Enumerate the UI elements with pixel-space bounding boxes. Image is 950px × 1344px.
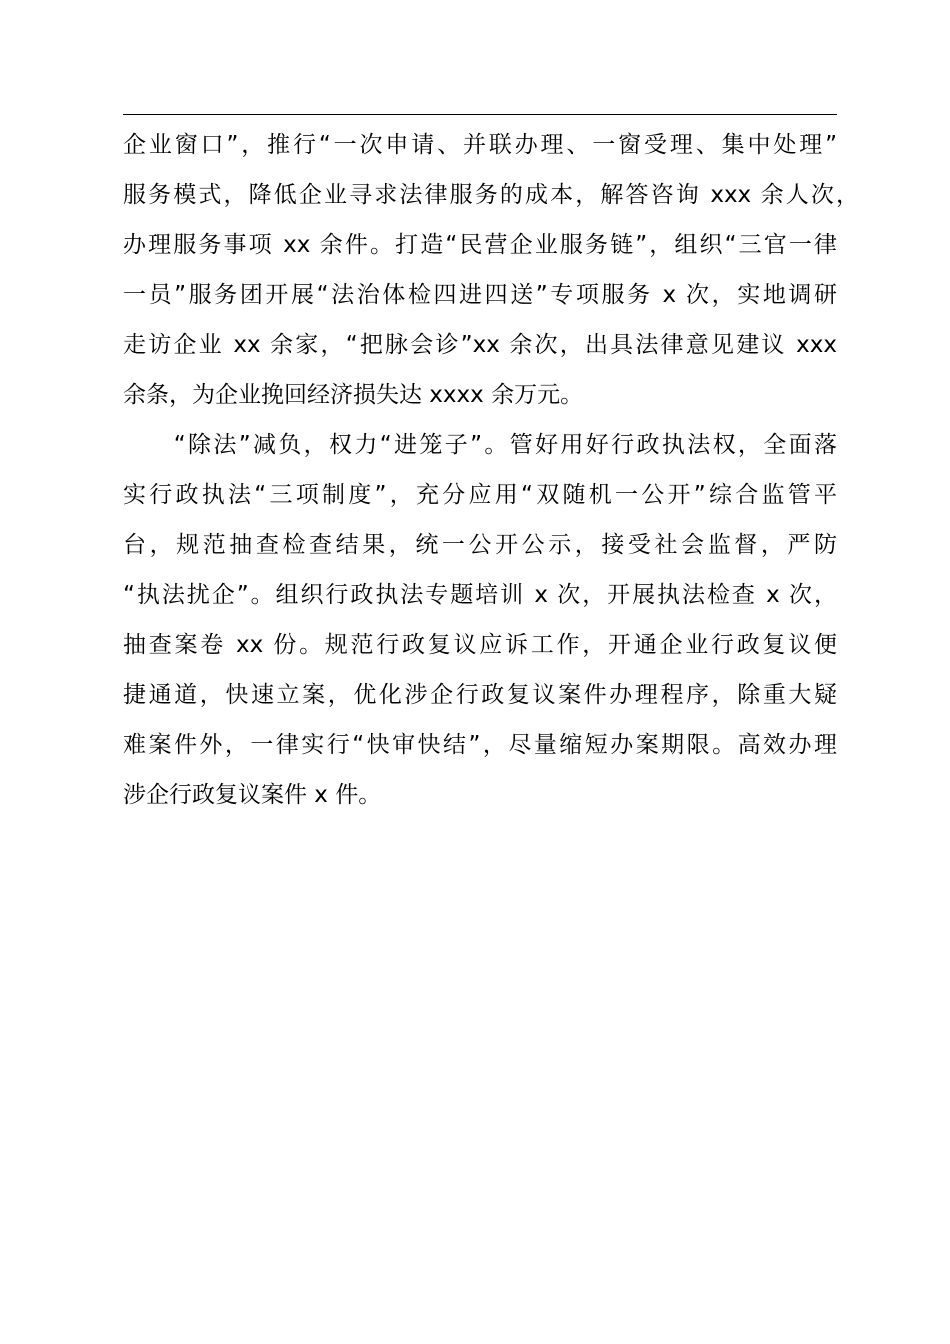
text-line: 难案件外，一律实行“快审快结”，尽量缩短办案期限。高效办理: [123, 732, 837, 758]
document-body: [123, 120, 859, 820]
text-line: 一员”服务团开展“法治体检四进四送”专项服务 x 次，实地调研: [123, 282, 837, 308]
text-line: 服务模式，降低企业寻求法律服务的成本，解答咨询 xxx 余人次，: [123, 182, 859, 208]
text-line: 走访企业 xx 余家，“把脉会诊”xx 余次，出具法律意见建议 xxx: [123, 332, 837, 358]
text-line: “除法”减负，权力“进笼子”。管好用好行政执法权，全面落: [123, 432, 837, 458]
text-line: 实行政执法“三项制度”，充分应用“双随机一公开”综合监管平: [123, 482, 837, 508]
text-line: “执法扰企”。组织行政执法专题培训 x 次，开展执法检查 x 次，: [123, 582, 837, 608]
text-line: 抽查案卷 xx 份。规范行政复议应诉工作，开通企业行政复议便: [123, 632, 837, 658]
text-line: 余条，为企业挽回经济损失达 xxxx 余万元。: [123, 382, 584, 408]
text-line: 涉企行政复议案件 x 件。: [123, 782, 382, 808]
text-line: 企业窗口”，推行“一次申请、并联办理、一窗受理、集中处理”: [123, 132, 837, 158]
header-rule: [123, 114, 837, 115]
text-line: 办理服务事项 xx 余件。打造“民营企业服务链”，组织“三官一律: [123, 232, 837, 258]
text-line: 台，规范抽查检查结果，统一公开公示，接受社会监督，严防: [123, 532, 837, 558]
text-line: 捷通道，快速立案，优化涉企行政复议案件办理程序，除重大疑: [123, 682, 837, 708]
